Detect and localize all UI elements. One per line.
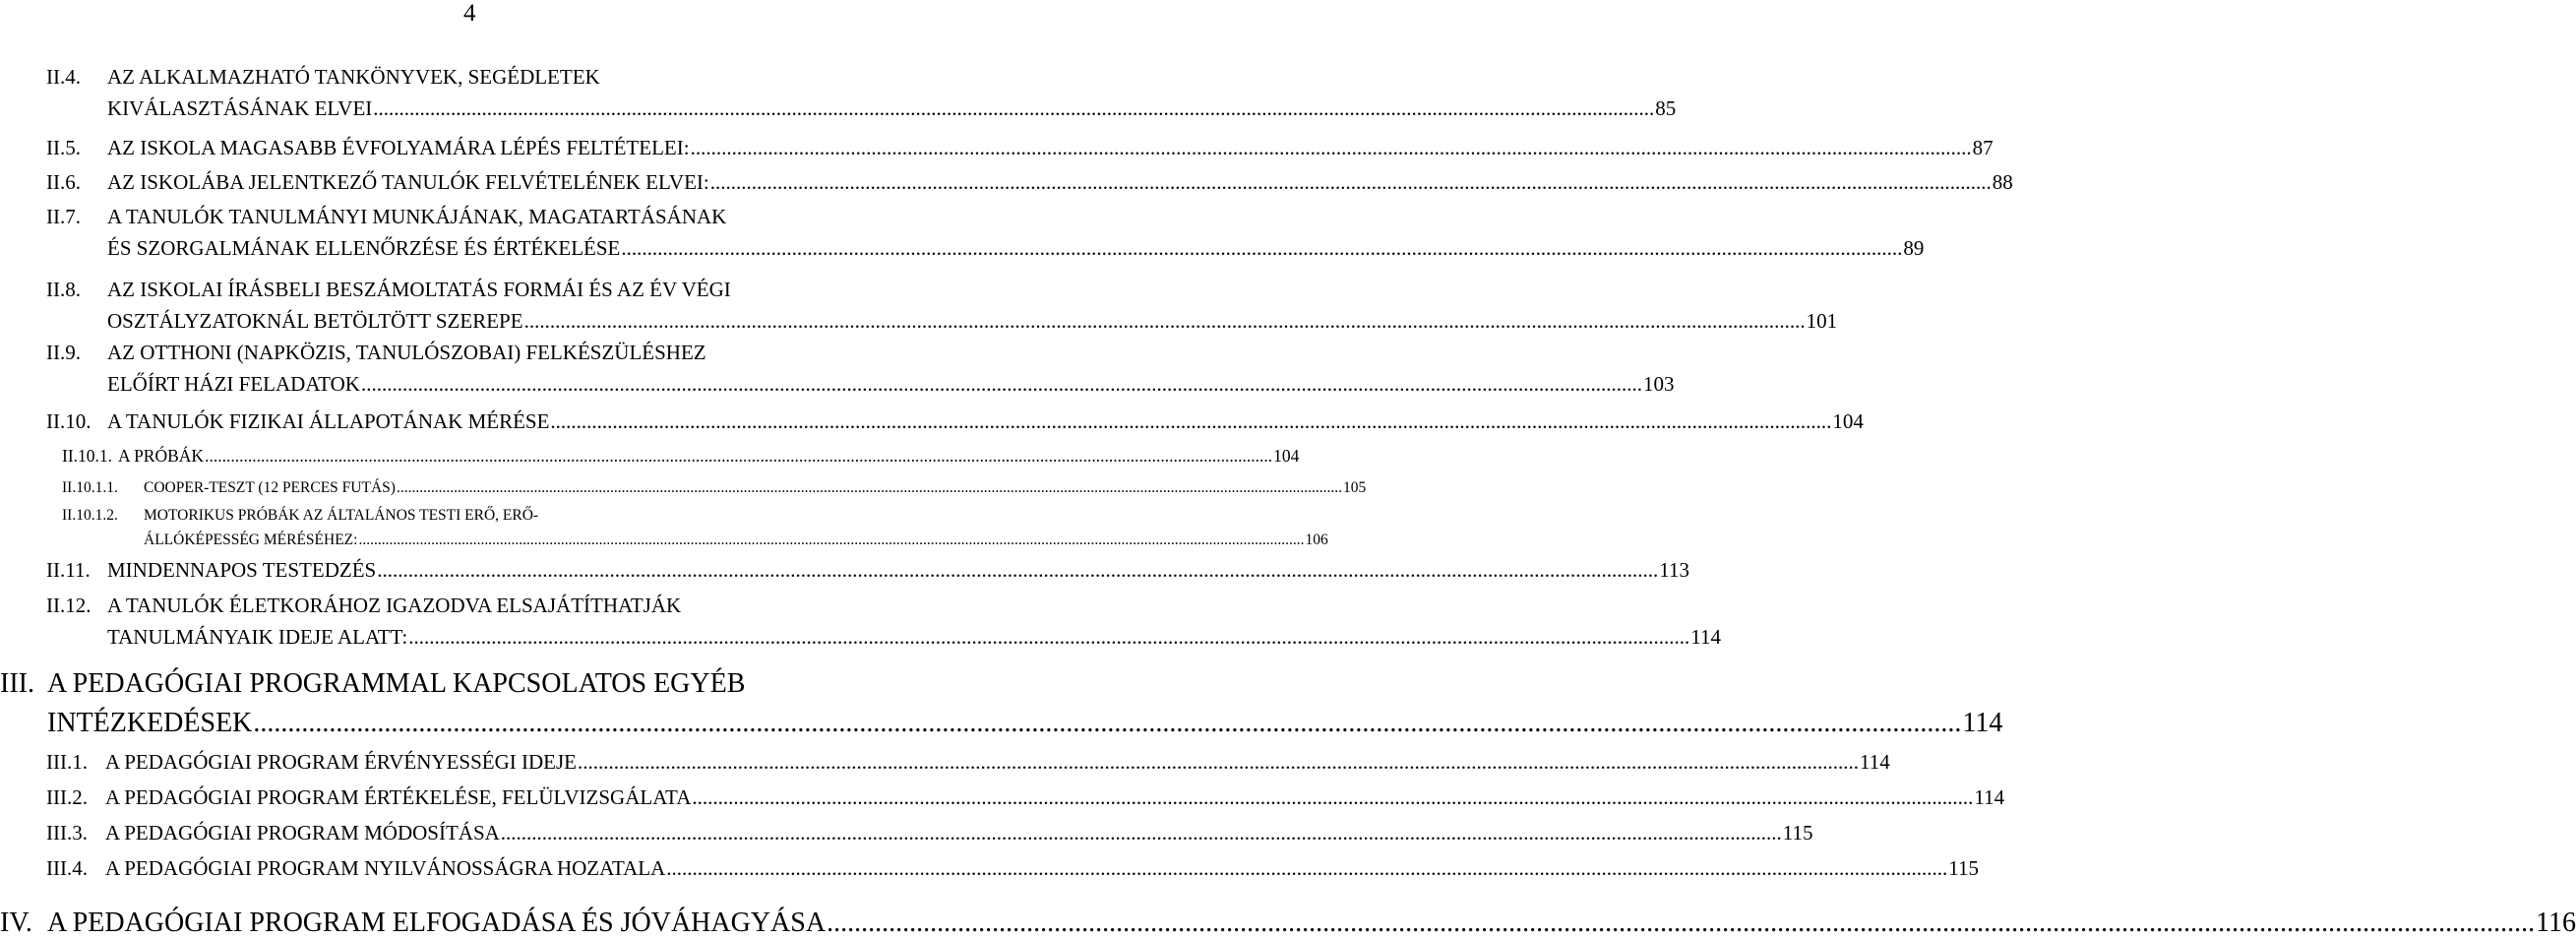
- toc-entry-title: KIVÁLASZTÁSÁNAK ELVEI: [107, 96, 373, 120]
- toc-entry-page: 113: [1659, 558, 1689, 582]
- toc-entry-title: A TANULÓK ÉLETKORÁHOZ IGAZODVA ELSAJÁTÍTHATJÁK: [107, 594, 682, 617]
- toc-entry-page: 114: [1860, 750, 1890, 774]
- toc-entry-title: A PEDAGÓGIAI PROGRAM ÉRVÉNYESSÉGI IDEJE: [105, 750, 577, 774]
- toc-entry-number: III.1.: [46, 750, 88, 774]
- toc-entry-page: 85: [1655, 96, 1677, 120]
- toc-entry-number: II.5.: [46, 136, 81, 159]
- toc-entry-title: AZ ISKOLA MAGASABB ÉVFOLYAMÁRA LÉPÉS FELTÉTELEI:: [107, 136, 690, 159]
- toc-entry-title: A PEDAGÓGIAI PROGRAM MÓDOSÍTÁSA: [105, 821, 500, 845]
- toc-entry-page: 114: [1974, 785, 2005, 809]
- dot-leader: [253, 708, 1961, 739]
- dot-leader: [827, 908, 2535, 939]
- toc-entry-title: AZ ISKOLÁBA JELENTKEZŐ TANULÓK FELVÉTELÉNEK ELVEI:: [107, 170, 709, 194]
- toc-entry-title: TANULMÁNYAIK IDEJE ALATT:: [107, 625, 408, 649]
- toc-entry-page: 103: [1642, 372, 1675, 396]
- toc-entry-number: II.6.: [46, 170, 81, 194]
- dot-leader: [361, 372, 1642, 397]
- toc-entry-number: II.9.: [46, 341, 81, 364]
- toc-entry-page: 105: [1342, 479, 1367, 496]
- toc-entry-title: AZ OTTHONI (NAPKÖZIS, TANULÓSZOBAI) FELKÉSZÜLÉSHEZ: [107, 341, 706, 364]
- dot-leader: [524, 309, 1806, 334]
- toc-entry-title: A PEDAGÓGIAI PROGRAM ÉRTÉKELÉSE, FELÜLVIZSGÁLATA: [105, 785, 692, 809]
- toc-entry-number: III.2.: [46, 785, 88, 809]
- dot-leader: [397, 479, 1342, 497]
- toc-entry-number: IV.: [0, 908, 32, 938]
- toc-entry-title: AZ ALKALMAZHATÓ TANKÖNYVEK, SEGÉDLETEK: [107, 65, 600, 89]
- toc-entry-number: II.10.1.1.: [62, 479, 118, 496]
- toc-entry-page: 88: [1992, 170, 2013, 194]
- dot-leader: [666, 856, 1947, 881]
- toc-entry-page: 114: [1962, 708, 2003, 738]
- toc-entry-number: II.10.: [46, 409, 92, 433]
- toc-entry-title: MINDENNAPOS TESTEDZÉS: [107, 558, 377, 582]
- dot-leader: [373, 96, 1654, 121]
- toc-entry-page: 116: [2536, 908, 2576, 938]
- toc-entry-title: COOPER-TESZT (12 PERCES FUTÁS): [144, 479, 396, 496]
- toc-entry-number: III.3.: [46, 821, 88, 845]
- toc-entry-number: II.7.: [46, 205, 81, 228]
- toc-entry-title: ELŐÍRT HÁZI FELADATOK: [107, 372, 360, 396]
- toc-entry-page: 114: [1690, 625, 1721, 649]
- toc-entry-number: III.4.: [46, 856, 88, 880]
- dot-leader: [358, 532, 1304, 549]
- toc-entry-number: II.12.: [46, 594, 92, 617]
- dot-leader: [377, 558, 1658, 583]
- toc-entry-page: 106: [1305, 532, 1328, 548]
- toc-entry-title: INTÉZKEDÉSEK: [47, 708, 253, 738]
- page-number: 4: [463, 0, 476, 27]
- toc-entry-number: II.8.: [46, 278, 81, 301]
- toc-entry-number: II.4.: [46, 65, 81, 89]
- toc-entry-number: II.10.1.: [62, 446, 113, 466]
- toc-entry-number: II.11.: [46, 558, 91, 582]
- toc-entry-title: ÁLLÓKÉPESSÉG MÉRÉSÉHEZ:: [144, 532, 358, 548]
- toc-entry-number: II.10.1.2.: [62, 507, 118, 524]
- toc-entry-page: 101: [1806, 309, 1838, 333]
- toc-entry-page: 89: [1903, 236, 1925, 260]
- dot-leader: [621, 236, 1902, 261]
- toc-entry-title: A TANULÓK FIZIKAI ÁLLAPOTÁNAK MÉRÉSE: [107, 409, 550, 433]
- toc-entry-page: 115: [1782, 821, 1813, 845]
- dot-leader: [578, 750, 1859, 775]
- dot-leader: [691, 136, 1972, 160]
- toc-entry-title: A TANULÓK TANULMÁNYI MUNKÁJÁNAK, MAGATARTÁSÁNAK: [107, 205, 727, 228]
- toc-entry-title: ÉS SZORGALMÁNAK ELLENŐRZÉSE ÉS ÉRTÉKELÉSE: [107, 236, 621, 260]
- dot-leader: [550, 409, 1831, 434]
- toc-entry-title: MOTORIKUS PRÓBÁK AZ ÁLTALÁNOS TESTI ERŐ, ERŐ-: [144, 507, 539, 524]
- toc-entry-title: A PEDAGÓGIAI PROGRAMMAL KAPCSOLATOS EGYÉB: [47, 668, 746, 699]
- toc-entry-page: 104: [1273, 446, 1300, 466]
- toc-entry-number: III.: [0, 668, 34, 699]
- toc-entry-title: A PEDAGÓGIAI PROGRAM ELFOGADÁSA ÉS JÓVÁHAGYÁSA: [47, 908, 827, 938]
- toc-entry-page: 104: [1832, 409, 1864, 433]
- toc-entry-page: 115: [1948, 856, 1979, 880]
- toc-entry-title: A PRÓBÁK: [118, 446, 205, 466]
- dot-leader: [710, 170, 1992, 195]
- toc-entry-title: OSZTÁLYZATOKNÁL BETÖLTÖTT SZEREPE: [107, 309, 523, 333]
- toc-entry-title: A PEDAGÓGIAI PROGRAM NYILVÁNOSSÁGRA HOZATALA: [105, 856, 666, 880]
- dot-leader: [205, 446, 1272, 467]
- dot-leader: [408, 625, 1689, 650]
- dot-leader: [692, 785, 1973, 810]
- toc-entry-page: 87: [1972, 136, 1993, 159]
- dot-leader: [501, 821, 1782, 845]
- toc-entry-title: AZ ISKOLAI ÍRÁSBELI BESZÁMOLTATÁS FORMÁI ÉS AZ ÉV VÉGI: [107, 278, 731, 301]
